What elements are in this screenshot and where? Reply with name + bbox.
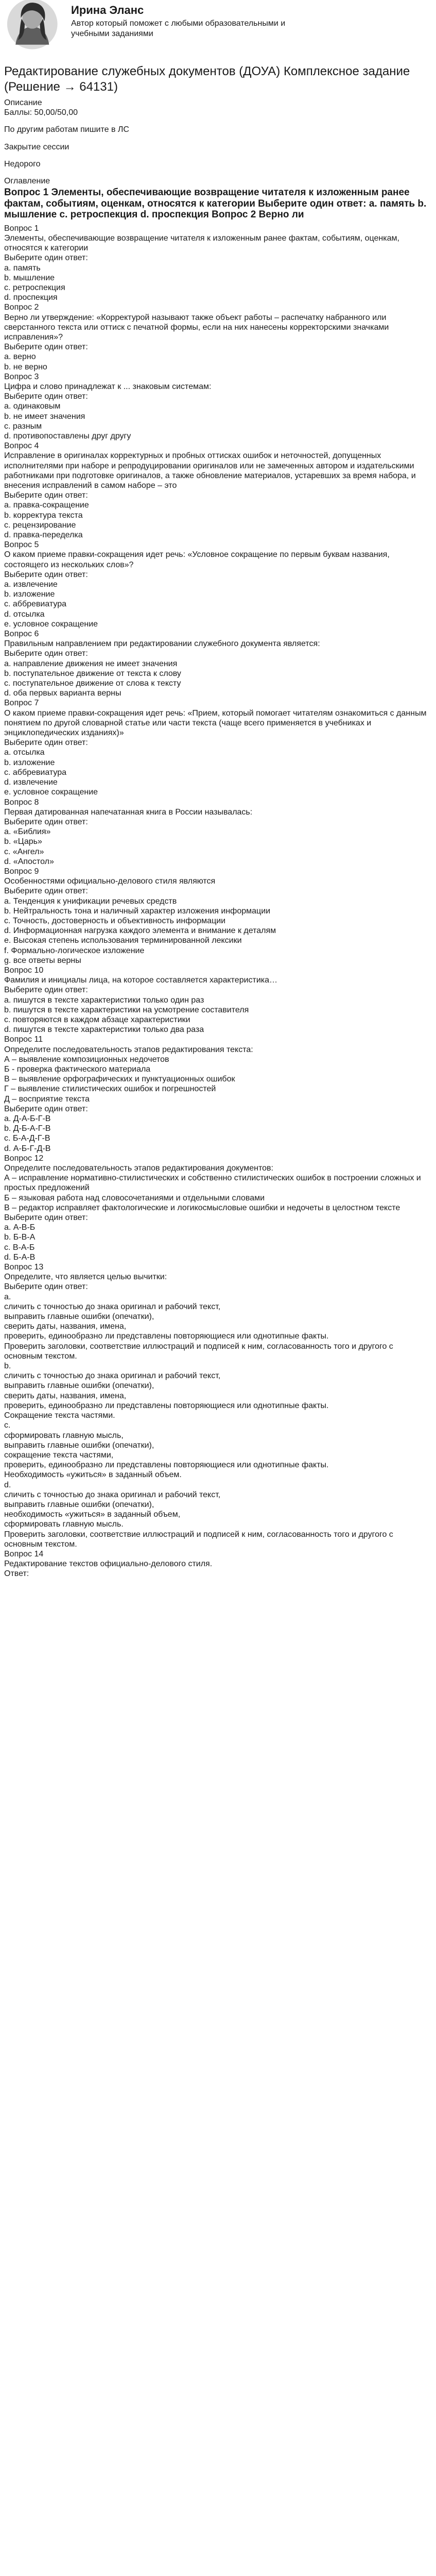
question-heading: Вопрос 4 [4, 442, 39, 451]
answer-prompt: Выберите один ответ: [4, 738, 88, 748]
answer-option[interactable]: d. правка-переделка [4, 531, 83, 540]
meta-line: По другим работам пишите в ЛС [4, 125, 129, 134]
answer-option[interactable]: c. ретроспекция [4, 283, 65, 292]
answer-option[interactable] [4, 1420, 432, 1480]
answer-option-label: d. [4, 1480, 11, 1489]
spacer [4, 117, 432, 125]
answer-option[interactable]: f. Формально-логическое изложение [4, 946, 145, 955]
answer-option-line: сличить с точностью до знака оригинал и рабочий текст, [4, 1490, 221, 1499]
author-info [71, 3, 313, 39]
answer-prompt: Выберите один ответ: [4, 649, 88, 658]
question-line: Г – выявление стилистических ошибок и погрешностей [4, 1084, 216, 1094]
answer-option[interactable] [4, 1292, 432, 1361]
answer-option[interactable]: b. изложение [4, 590, 55, 599]
question-heading: Вопрос 11 [4, 1035, 43, 1044]
table-of-contents-summary: Вопрос 1 Элементы, обеспечивающие возвращение читателя к изложенным ранее фактам, событиям, оценкам, относятся к категории Выберите один ответ: a. память b. мышление c. ретроспекция d. проспекция Вопрос 2 Верно ли [4, 187, 427, 221]
q13-answer-blocks [4, 1292, 432, 1549]
question-text: Определите последовательность этапов редактирования документов: [4, 1164, 273, 1173]
answer-option[interactable]: c. аббревиатура [4, 768, 67, 777]
question-8 [4, 798, 432, 867]
answer-option[interactable]: c. повторяются в каждом абзаце характеристики [4, 1015, 190, 1024]
question-6 [4, 629, 432, 698]
question-heading: Вопрос 10 [4, 965, 44, 975]
answer-option[interactable]: a. направление движения не имеет значения [4, 659, 178, 668]
answer-option-line: сформировать главную мысль, [4, 1431, 124, 1440]
answer-option[interactable]: c. Точность, достоверность и объективность информации [4, 916, 226, 925]
meta-line: Баллы: 50,00/50,00 [4, 108, 78, 117]
answer-prompt: Выберите один ответ: [4, 986, 88, 995]
answer-option[interactable]: c. Б-А-Д-Г-В [4, 1134, 50, 1143]
answer-option[interactable]: c. «Ангел» [4, 847, 44, 856]
question-heading: Вопрос 1 [4, 224, 39, 233]
answer-option[interactable]: d. оба первых варианта верны [4, 689, 121, 698]
question-7 [4, 698, 432, 797]
question-text: Особенностями официально-делового стиля являются [4, 877, 216, 886]
author-name[interactable]: Ирина Эланс [71, 4, 144, 16]
question-text: Определите, что является целью вычитки: [4, 1273, 167, 1282]
answer-option[interactable]: d. А-Б-Г-Д-В [4, 1144, 51, 1153]
question-line: Д – восприятие текста [4, 1094, 90, 1104]
question-heading: Вопрос 3 [4, 372, 39, 381]
question-text: Верно ли утверждение: «Корректурой называют также объект работы – распечатку набранного или сверстанного текста или оттиск с печатной формы, если на них нанесены корректорскими значками исправления»? [4, 313, 389, 342]
answer-option[interactable]: a. одинаковым [4, 402, 61, 411]
question-heading: Вопрос 7 [4, 699, 39, 708]
answer-option-line: проверить, единообразно ли представлены повторяющиеся или однотипные факты. [4, 1461, 329, 1470]
answer-prompt: Выберите один ответ: [4, 1213, 88, 1223]
question-text: Исправление в оригиналах корректурных и пробных оттисках ошибок и неточностей, допущенных исполнителями при наборе и репродуцировании оригиналов или не замеченных автором и издательскими работниками при подготовке оригиналов, а также обновление материалов, устаревших за время набора, и внесения исправлений в самом наборе – это [4, 451, 416, 490]
answer-option-line: выправить главные ошибки (опечатки), [4, 1381, 154, 1391]
answer-option[interactable]: b. изложение [4, 758, 55, 767]
answer-option[interactable]: b. Нейтральность тона и наличный характер изложения информации [4, 906, 271, 916]
question-line: А – исправление нормативно-стилистических и собственно стилистических ошибок в построении сложных и простых предложений [4, 1174, 421, 1193]
meta-block [4, 98, 432, 186]
question-text: Фамилия и инициалы лица, на которое составляется характеристика… [4, 976, 278, 985]
question-3 [4, 372, 432, 441]
page-title: Редактирование служебных документов (ДОУА) Комплексное задание (Решение → 64131) [4, 64, 410, 94]
author-description: Автор который поможет с любыми образовательными и учебными заданиями [71, 19, 286, 38]
question-4 [4, 441, 432, 540]
answer-option[interactable]: a. пишутся в тексте характеристики только один раз [4, 995, 204, 1005]
answer-label: Ответ: [4, 1569, 29, 1579]
answer-option-line: проверить, единообразно ли представлены повторяющиеся или однотипные факты. [4, 1401, 329, 1410]
question-1 [4, 224, 432, 303]
answer-option[interactable] [4, 1480, 432, 1549]
answer-option[interactable]: b. Б-В-А [4, 1233, 36, 1242]
answer-option[interactable]: a. память [4, 263, 41, 273]
answer-prompt: Выберите один ответ: [4, 253, 88, 263]
answer-option[interactable]: d. Информационная нагрузка каждого элемента и внимание к деталям [4, 926, 276, 936]
answer-option[interactable]: d. проспекция [4, 293, 58, 302]
meta-line: Закрытие сессии [4, 142, 69, 151]
answer-option[interactable]: e. условное сокращение [4, 619, 98, 629]
answer-option[interactable]: b. Д-Б-А-Г-В [4, 1124, 51, 1133]
answer-prompt: Выберите один ответ: [4, 887, 88, 896]
question-heading: Вопрос 13 [4, 1263, 44, 1272]
answer-option-line: сокращение текста частями, [4, 1450, 114, 1460]
answer-option[interactable]: a. правка-сокращение [4, 501, 89, 510]
answer-option[interactable]: c. В-А-Б [4, 1243, 35, 1252]
answer-option[interactable]: a. А-В-Б [4, 1223, 36, 1232]
answer-prompt: Выберите один ответ: [4, 343, 88, 352]
answer-option-line: сформировать главную мысль. [4, 1520, 124, 1529]
question-text: Первая датированная напечатанная книга в России называлась: [4, 807, 253, 817]
answer-option[interactable]: b. мышление [4, 273, 55, 282]
answer-prompt: Выберите один ответ: [4, 817, 88, 826]
question-9 [4, 867, 432, 965]
answer-option[interactable]: d. извлечение [4, 778, 58, 787]
question-heading: Вопрос 14 [4, 1549, 44, 1558]
question-line: В – редактор исправляет фактологические и логикосмысловые ошибки и недочеты в целостном тексте [4, 1203, 400, 1212]
answer-option[interactable]: d. «Апостол» [4, 857, 54, 866]
answer-prompt: Выберите один ответ: [4, 392, 88, 401]
answer-option[interactable] [4, 1361, 432, 1420]
answer-option[interactable]: b. не имеет значения [4, 412, 85, 421]
answer-option-label: a. [4, 1292, 11, 1301]
question-text: Правильным направлением при редактировании служебного документа является: [4, 639, 320, 649]
answer-option[interactable]: c. разным [4, 421, 42, 431]
answer-option[interactable]: d. пишутся в тексте характеристики только два раза [4, 1025, 204, 1035]
answer-option-line: необходимость «ужиться» в заданный объем, [4, 1510, 181, 1519]
answer-prompt: Выберите один ответ: [4, 1282, 88, 1292]
answer-option[interactable]: d. Б-А-В [4, 1252, 36, 1262]
answer-option-line: Необходимость «ужиться» в заданный объем. [4, 1470, 182, 1480]
question-text: Цифра и слово принадлежат к ... знаковым системам: [4, 382, 212, 391]
question-10 [4, 965, 432, 1035]
question-line: А – выявление композиционных недочетов [4, 1055, 169, 1064]
question-5 [4, 540, 432, 629]
question-12 [4, 1154, 432, 1262]
avatar[interactable] [4, 0, 61, 53]
spacer [4, 135, 432, 142]
answer-option[interactable]: e. Высокая степень использования терминированной лексики [4, 936, 242, 945]
answer-option[interactable]: b. пишутся в тексте характеристики на усмотрение составителя [4, 1005, 249, 1014]
answer-option[interactable]: g. все ответы верны [4, 956, 81, 965]
answer-option[interactable]: b. «Царь» [4, 837, 42, 846]
question-2 [4, 302, 432, 371]
question-heading: Вопрос 9 [4, 867, 39, 876]
question-text: Редактирование текстов официально-делового стиля. [4, 1560, 213, 1569]
answer-option[interactable]: b. не верно [4, 362, 47, 371]
answer-option[interactable]: c. аббревиатура [4, 600, 67, 609]
question-line: В – выявление орфографических и пунктуационных ошибок [4, 1075, 235, 1084]
answer-option-line: выправить главные ошибки (опечатки), [4, 1312, 154, 1321]
spacer [4, 169, 432, 176]
meta-line: Недорого [4, 159, 41, 168]
meta-line: Описание [4, 98, 42, 107]
question-heading: Вопрос 6 [4, 630, 39, 639]
answer-prompt: Выберите один ответ: [4, 570, 88, 579]
answer-option[interactable]: a. отсылка [4, 748, 45, 757]
answer-option-line: выправить главные ошибки (опечатки), [4, 1440, 154, 1450]
answer-option[interactable]: a. Тенденция к унификации речевых средств [4, 896, 177, 906]
answer-option[interactable]: d. противопоставлены друг другу [4, 431, 131, 440]
spacer [4, 152, 432, 159]
question-13 [4, 1262, 432, 1292]
question-14 [4, 1549, 432, 1579]
questions-list [4, 224, 432, 1292]
answer-option-line: сличить с точностью до знака оригинал и рабочий текст, [4, 1371, 221, 1381]
question-heading: Вопрос 8 [4, 798, 39, 807]
answer-option[interactable]: c. рецензирование [4, 520, 76, 530]
answer-option[interactable]: b. корректура текста [4, 511, 83, 520]
answer-option-label: c. [4, 1421, 11, 1430]
answer-prompt: Выберите один ответ: [4, 1104, 88, 1113]
answer-option[interactable]: c. поступательное движение от слова к тексту [4, 679, 181, 688]
answer-option-line: Проверить заголовки, соответствие иллюстраций и подписей к ним, согласованность того и другого с основным текстом. [4, 1342, 393, 1361]
answer-option[interactable]: e. условное сокращение [4, 788, 98, 797]
answer-option[interactable]: a. Д-А-Б-Г-В [4, 1114, 51, 1123]
answer-option-line: сличить с точностью до знака оригинал и рабочий текст, [4, 1302, 221, 1311]
question-heading: Вопрос 2 [4, 303, 39, 312]
answer-option-label: b. [4, 1362, 11, 1371]
question-11 [4, 1035, 432, 1153]
question-line: Б – языковая работа над словосочетаниями и отдельными словами [4, 1193, 265, 1202]
answer-option[interactable]: d. отсылка [4, 609, 45, 619]
answer-option[interactable]: a. извлечение [4, 580, 58, 589]
answer-option[interactable]: a. верно [4, 352, 36, 362]
answer-option[interactable]: a. «Библия» [4, 827, 51, 837]
question-line: Б - проверка фактического материала [4, 1064, 151, 1074]
question-heading: Вопрос 5 [4, 540, 39, 550]
question-text: Определите последовательность этапов редактирования текста: [4, 1045, 253, 1054]
author-header [4, 3, 432, 64]
question-text: О каком приеме правки-сокращения идет речь: «Прием, который помогает читателям ознакомиться с данным понятием по другой словарной статье или части текста (чаще всего применяется в учебниках и энциклопедических изданиях)» [4, 708, 427, 738]
answer-prompt: Выберите один ответ: [4, 491, 88, 500]
answer-option-line: выправить главные ошибки (опечатки), [4, 1500, 154, 1509]
answer-option[interactable]: b. поступательное движение от текста к слову [4, 669, 181, 678]
answer-option-line: Сокращение текста частями. [4, 1411, 115, 1420]
question-heading: Вопрос 12 [4, 1154, 44, 1163]
question-text: Элементы, обеспечивающие возвращение читателя к изложенным ранее фактам, событиям, оценкам, относятся к категории [4, 233, 399, 253]
answer-option-line: Проверить заголовки, соответствие иллюстраций и подписей к ним, согласованность того и другого с основным текстом. [4, 1530, 393, 1549]
answer-option-line: сверить даты, названия, имена, [4, 1322, 127, 1331]
question-text: О каком приеме правки-сокращения идет речь: «Условное сокращение по первым буквам названия, состоящего из нескольких слов»? [4, 550, 390, 569]
answer-option-line: сверить даты, названия, имена, [4, 1391, 127, 1400]
answer-option-line: проверить, единообразно ли представлены повторяющиеся или однотипные факты. [4, 1332, 329, 1341]
meta-line: Оглавление [4, 177, 50, 186]
